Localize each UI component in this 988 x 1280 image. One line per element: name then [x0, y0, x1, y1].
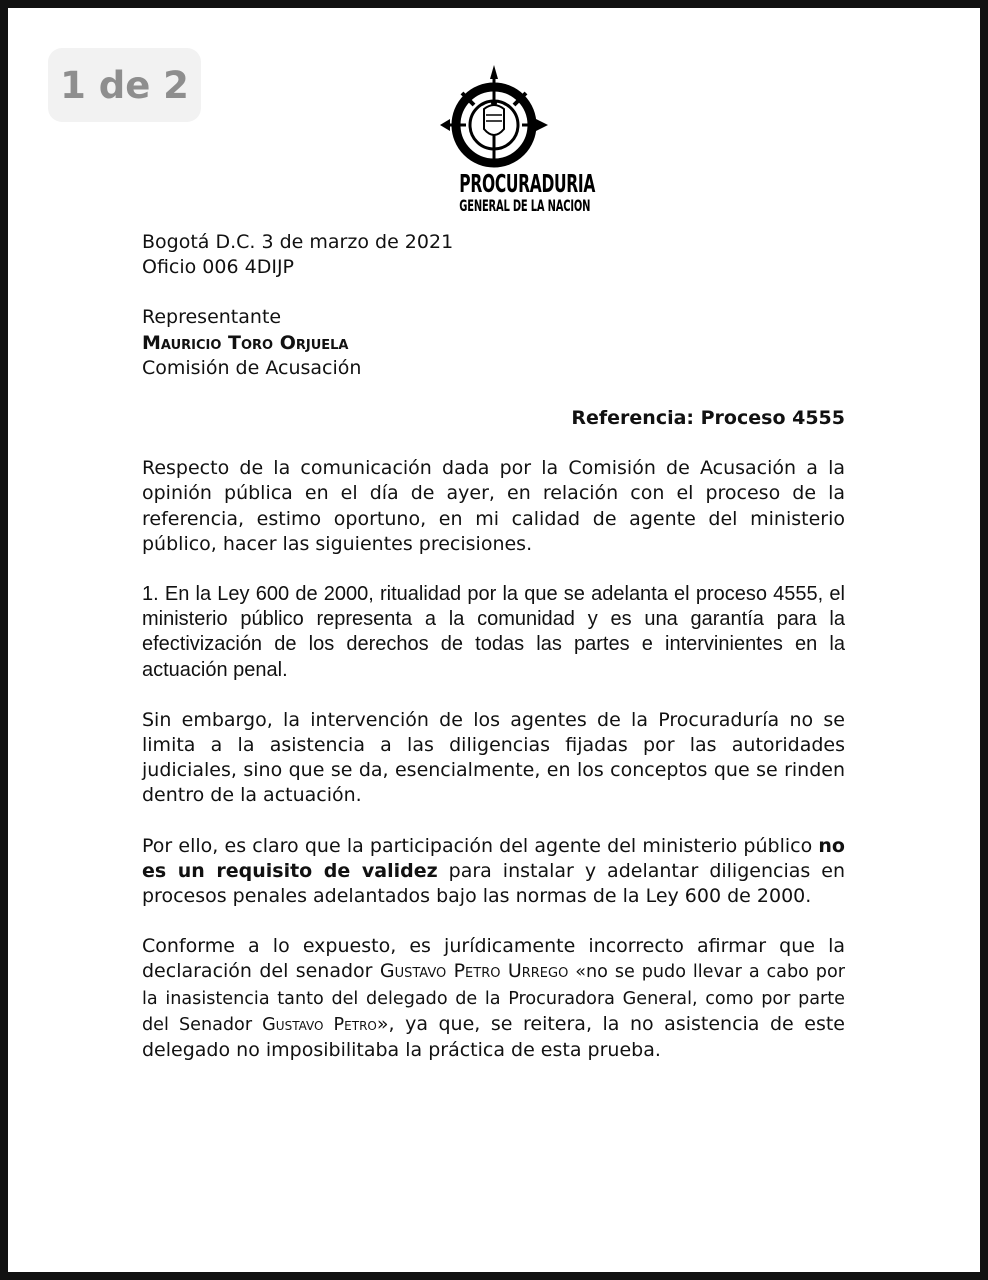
emphasis-validity: no es un requisito de validez [142, 834, 845, 882]
paragraph-5-text-a: Conforme a lo expuesto, es jurídicamente incorrecto afirmar que la declaración del senador [142, 935, 845, 983]
recipient-committee: Comisión de Acusación [142, 356, 362, 379]
logo-text-general: GENERAL DE LA NACION [459, 196, 591, 215]
procuraduria-logo [438, 63, 596, 221]
paragraph-1: Respecto de la comunicación dada por la Comisión de Acusación a la opinión pública en el día de ayer, en relación con el proceso de la referencia, estimo oportuno, en mi calidad de agente del ministerio público, hacer las siguientes precisiones. [142, 457, 845, 555]
senator-name: Gustavo Petro Urrego [379, 960, 569, 983]
paragraph-3: Sin embargo, la intervención de los agentes de la Procuraduría no se limita a la asistencia a las diligencias fijadas por las autoridades judiciales, sino que se da, esencialmente, en los conceptos que se rinden dentro de la actuación. [142, 708, 845, 807]
recipient-title: Representante [142, 306, 282, 329]
quote-close: » [376, 1012, 389, 1035]
page-indicator: 1 de 2 [48, 48, 201, 122]
paragraph-5 [142, 934, 845, 1063]
senator-name-short: Gustavo Petro [262, 1014, 377, 1035]
procuraduria-emblem-icon [438, 63, 550, 169]
paragraph-4-text-a: Por ello, es claro que la participación del agente del ministerio público [142, 834, 819, 857]
logo-text-procuraduria: PROCURADURIA [459, 169, 596, 198]
recipient-name: Mauricio Toro Orjuela [142, 331, 349, 354]
paragraph-4-text-b: para instalar y adelantar diligencias en procesos penales adelantados bajo las normas de la Ley 600 de 2000. [142, 859, 845, 908]
document-page [8, 8, 980, 1272]
paragraph-2: 1. En la Ley 600 de 2000, ritualidad por la que se adelanta el proceso 4555, el ministerio público representa a la comunidad y es una garantía para la efectivización de los derechos de todas las partes e intervinientes en la actuación penal. [142, 583, 845, 681]
reference-line: Referencia: Proceso 4555 [571, 407, 845, 430]
office-number: Oficio 006 4DIJP [142, 256, 294, 279]
quote-text-a: «no se pudo llevar a cabo por la inasistencia tanto del delegado de la Procuradora General, como por parte del Senador [142, 962, 845, 1035]
letter-body [142, 230, 845, 1063]
place-date: Bogotá D.C. 3 de marzo de 2021 [142, 231, 454, 253]
paragraph-4 [142, 834, 845, 910]
paragraph-5-text-b: , ya que, se reitera, la no asistencia de este delegado no imposibilitaba la práctica de esta prueba. [142, 1012, 845, 1062]
